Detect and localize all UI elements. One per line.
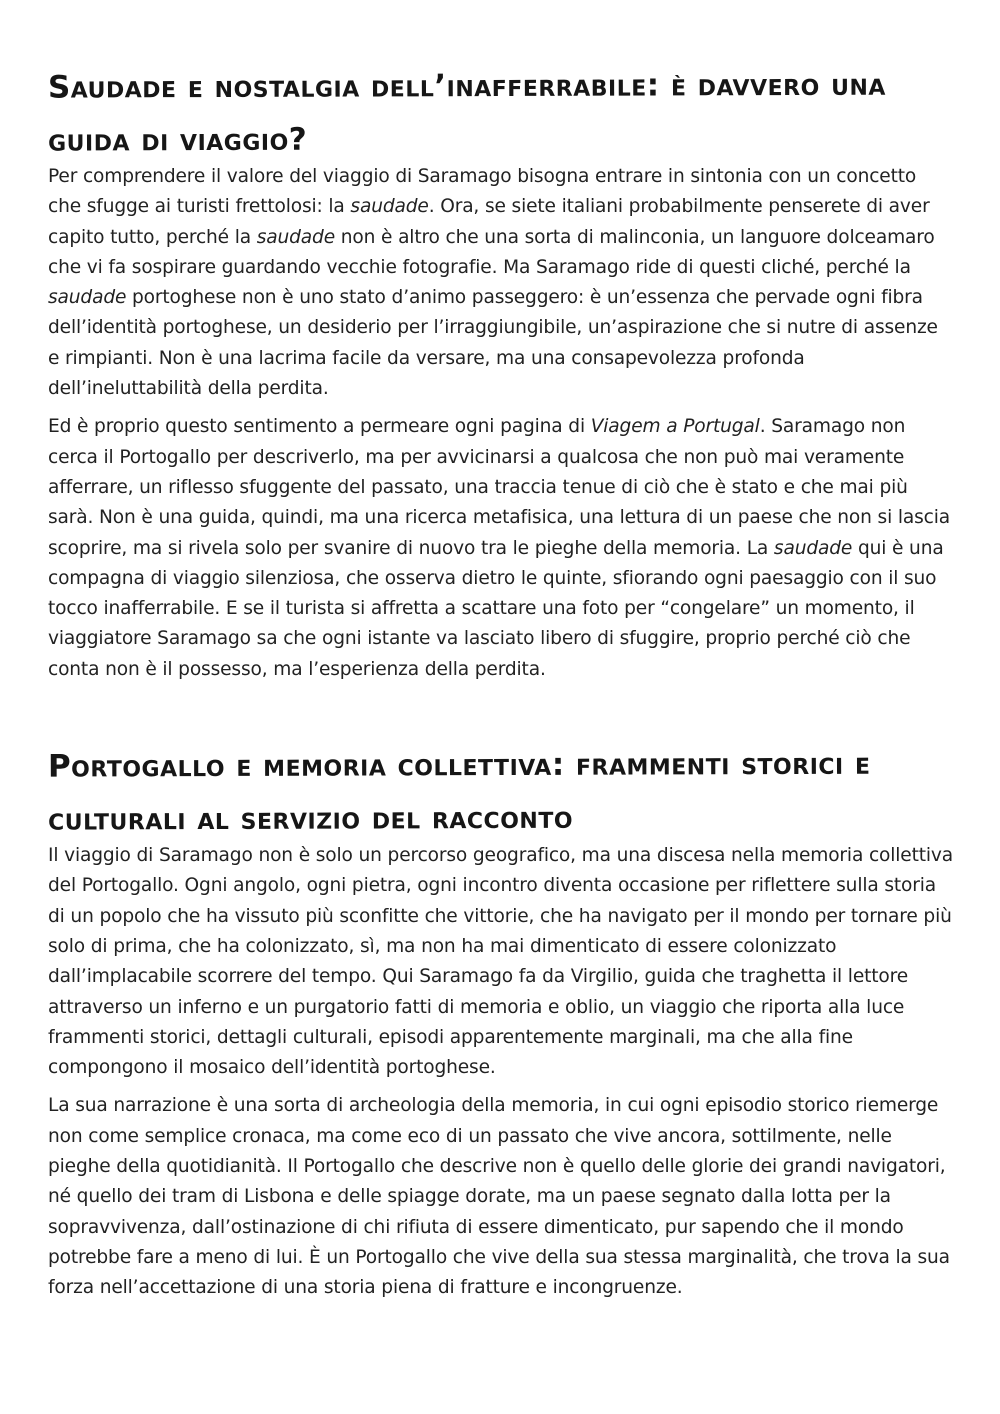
paragraph <box>48 841 953 1083</box>
section-memoria-collettiva <box>48 739 953 1303</box>
article-body <box>48 60 953 1312</box>
italic-text-run: saudade <box>256 226 335 248</box>
text-run: . Saramago non cerca il Portogallo per descriverlo, ma per avvicinarsi a qualcosa che non può mai veramente afferrare, un riflesso sfuggente del passato, una traccia tenue di ciò che è stato e che mai più sarà. Non è una guida, quindi, ma una ricerca metafisica, una lettura di un paese che non si lascia scoprire, ma si rivela solo per svanire di nuovo tra le pieghe della memoria. La <box>48 416 950 559</box>
italic-text-run: saudade <box>48 287 127 309</box>
text-run: . Ora, se siete italiani probabilmente penserete di aver capito tutto, perché la <box>48 196 930 248</box>
section-heading: Saudade e nostalgia dell’inafferrabile: è davvero una guida di viaggio? <box>47 66 886 159</box>
paragraph <box>48 162 953 404</box>
section-heading: Portogallo e memoria collettiva: frammenti storici e culturali al servizio del racconto <box>47 745 871 838</box>
text-run: non è altro che una sorta di malinconia, un languore dolceamaro che vi fa sospirare guardando vecchie fotografie. Ma Saramago ride di questi cliché, perché la <box>48 226 935 278</box>
italic-text-run: Viagem a Portugal <box>590 416 760 438</box>
italic-text-run: saudade <box>350 196 429 218</box>
text-run: Ed è proprio questo sentimento a permeare ogni pagina di <box>48 416 591 438</box>
section-saudade <box>48 60 953 685</box>
text-run: La sua narrazione è una sorta di archeologia della memoria, in cui ogni episodio storico riemerge non come semplice cronaca, ma come eco di un passato che vive ancora, sottilmente, nelle pieghe della quotidianità. Il Portogallo che descrive non è quello delle glorie dei grandi navigatori, né quello dei tram di Lisbona e delle spiagge dorate, ma un paese segnato dalla lotta per la sopravvivenza, dall’ostinazione di chi rifiuta di essere dimenticato, pur sapendo che il mondo potrebbe fare a meno di lui. È un Portogallo che vive della sua stessa marginalità, che trova la sua forza nell’accettazione di una storia piena di fratture e incongruenze. <box>48 1095 950 1299</box>
text-run: Il viaggio di Saramago non è solo un percorso geografico, ma una discesa nella memoria collettiva del Portogallo. Ogni angolo, ogni pietra, ogni incontro diventa occasione per riflettere sulla storia di un popolo che ha vissuto più sconfitte che vittorie, che ha navigato per il mondo per tornare più solo di prima, che ha colonizzato, sì, ma non ha mai dimenticato di essere colonizzato dall’implacabile scorrere del tempo. Qui Saramago fa da Virgilio, guida che traghetta il lettore attraverso un inferno e un purgatorio fatti di memoria e oblio, un viaggio che riporta alla luce frammenti storici, dettagli culturali, episodi apparentemente marginali, ma che alla fine compongono il mosaico dell’identità portoghese. <box>48 845 953 1079</box>
text-run: qui è una compagna di viaggio silenziosa, che osserva dietro le quinte, sfiorando ogni paesaggio con il suo tocco inafferrabile. E se il turista si affretta a scattare una foto per “congelare” un momento, il viaggiatore Saramago sa che ogni istante va lasciato libero di sfuggire, proprio perché ciò che conta non è il possesso, ma l’esperienza della perdita. <box>48 537 944 680</box>
text-run: portoghese non è uno stato d’animo passeggero: è un’essenza che pervade ogni fibra dell’identità portoghese, un desiderio per l’irraggiungibile, un’aspirazione che si nutre di assenze e rimpianti. Non è una lacrima facile da versare, ma una consapevolezza profonda dell’ineluttabilità della perdita. <box>48 287 938 400</box>
italic-text-run: saudade <box>773 537 853 559</box>
text-run: Per comprendere il valore del viaggio di Saramago bisogna entrare in sintonia con un concetto che sfugge ai turisti frettolosi: la <box>48 166 917 218</box>
paragraph <box>48 1091 953 1303</box>
paragraph <box>48 412 953 685</box>
